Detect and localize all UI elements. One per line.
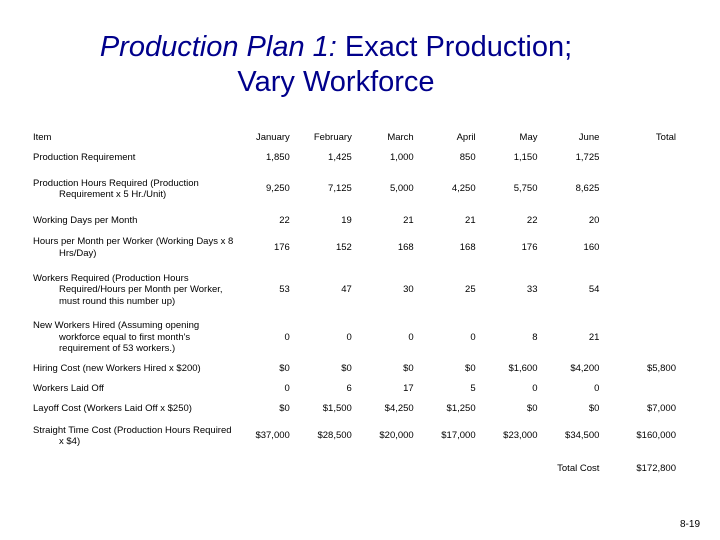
- cell-june: $34,500: [565, 430, 600, 442]
- cell-may: 33: [526, 284, 538, 296]
- cell-may: 0: [532, 383, 538, 395]
- cell-june: 160: [583, 241, 600, 253]
- header-total: Total: [655, 132, 676, 144]
- cell-total: [599, 210, 688, 232]
- cell-april: 5: [470, 383, 476, 395]
- cell-february: 0: [346, 331, 352, 343]
- table-row: [33, 148, 688, 168]
- cell-february: 7,125: [328, 183, 352, 195]
- cell-june: 20: [588, 215, 600, 227]
- cell-total: $5,800: [646, 362, 676, 374]
- row-label: New Workers Hired (Assuming opening workforce equal to first month's requirement of 53 workers.): [33, 320, 200, 355]
- table-row: [33, 379, 688, 399]
- cell-may: 8: [532, 331, 538, 343]
- header-february: February: [313, 132, 352, 144]
- cell-january: 9,250: [266, 183, 290, 195]
- cell-june: 0: [594, 383, 600, 395]
- title-rest-part: Exact Production;: [336, 31, 573, 63]
- cell-march: $20,000: [379, 430, 414, 442]
- cell-april: 850: [459, 152, 476, 164]
- table-row: [33, 263, 688, 317]
- total-cost-row: [33, 453, 688, 485]
- cell-june: 1,725: [575, 152, 600, 164]
- cell-january: $0: [279, 403, 290, 415]
- header-june: June: [578, 132, 600, 144]
- row-label: Workers Required (Production Hours Required/Hours per Month per Worker, must round this number up): [33, 272, 223, 307]
- slide-title: [0, 30, 672, 100]
- cell-february: 47: [341, 284, 352, 296]
- cell-june: 8,625: [575, 183, 600, 195]
- cell-may: $23,000: [503, 430, 538, 442]
- cell-may: 5,750: [513, 183, 538, 195]
- cell-april: $0: [465, 362, 476, 374]
- title-line-1: [0, 30, 672, 65]
- cell-february: $28,500: [317, 430, 352, 442]
- cell-total: $7,000: [646, 403, 676, 415]
- header-january: January: [255, 132, 290, 144]
- header-item: Item: [33, 132, 52, 144]
- cell-june: $4,200: [570, 362, 600, 374]
- cell-january: $0: [279, 362, 290, 374]
- cell-february: 6: [346, 383, 352, 395]
- cell-total: [599, 379, 688, 399]
- cell-total: $160,000: [636, 430, 676, 442]
- row-label: Hiring Cost (new Workers Hired x $200): [33, 362, 201, 374]
- cell-march: 21: [403, 215, 414, 227]
- cell-march: 30: [403, 284, 414, 296]
- table-row: [33, 317, 688, 358]
- cell-total: [599, 148, 688, 168]
- cell-january: 176: [273, 241, 290, 253]
- production-plan-table: [33, 128, 688, 485]
- cell-total: [599, 263, 688, 317]
- row-label: Production Requirement: [33, 152, 136, 164]
- cell-total: [599, 168, 688, 210]
- table-row: [33, 168, 688, 210]
- cell-january: 22: [279, 215, 290, 227]
- cell-april: 25: [465, 284, 476, 296]
- cell-january: 1,850: [266, 152, 290, 164]
- table-row: [33, 419, 688, 453]
- cell-february: 1,425: [328, 152, 352, 164]
- cell-march: $4,250: [384, 403, 414, 415]
- cell-march: 0: [408, 331, 414, 343]
- table-header-row: [33, 128, 688, 148]
- cell-may: $1,600: [508, 362, 538, 374]
- cell-april: 21: [465, 215, 476, 227]
- cell-april: 168: [459, 241, 476, 253]
- title-line-2: Vary Workforce: [237, 66, 435, 98]
- cell-april: 4,250: [451, 183, 476, 195]
- cell-june: 21: [588, 331, 600, 343]
- cell-june: 54: [588, 284, 600, 296]
- cell-may: 22: [526, 215, 538, 227]
- table-row: [33, 358, 688, 379]
- cell-march: 17: [403, 383, 414, 395]
- table-row: [33, 232, 688, 263]
- row-label: Layoff Cost (Workers Laid Off x $250): [33, 403, 192, 415]
- cell-february: $0: [341, 362, 352, 374]
- row-label: Working Days per Month: [33, 215, 138, 227]
- header-may: May: [519, 132, 538, 144]
- cell-march: 5,000: [389, 183, 414, 195]
- row-label: Workers Laid Off: [33, 383, 104, 395]
- cell-january: 53: [279, 284, 290, 296]
- cell-total: [599, 232, 688, 263]
- total-cost-label: Total Cost: [557, 463, 600, 475]
- cell-february: 19: [341, 215, 352, 227]
- cell-may: 1,150: [513, 152, 538, 164]
- total-cost-value: $172,800: [636, 463, 676, 475]
- table-row: [33, 210, 688, 232]
- cell-february: $1,500: [322, 403, 352, 415]
- row-label: Straight Time Cost (Production Hours Required x $4): [33, 424, 232, 447]
- cell-april: $17,000: [441, 430, 476, 442]
- cell-may: $0: [526, 403, 538, 415]
- cell-february: 152: [335, 241, 352, 253]
- row-label: Production Hours Required (Production Requirement x 5 Hr./Unit): [33, 177, 199, 200]
- cell-january: 0: [284, 383, 290, 395]
- cell-january: 0: [284, 331, 290, 343]
- title-italic-part: Production Plan 1:: [99, 31, 337, 63]
- cell-june: $0: [588, 403, 600, 415]
- cell-march: $0: [403, 362, 414, 374]
- cell-may: 176: [521, 241, 538, 253]
- cell-april: 0: [470, 331, 476, 343]
- row-label: Hours per Month per Worker (Working Days x 8 Hrs/Day): [33, 236, 234, 259]
- cell-total: [599, 317, 688, 358]
- cell-april: $1,250: [446, 403, 476, 415]
- cell-march: 168: [397, 241, 414, 253]
- cell-january: $37,000: [255, 430, 290, 442]
- header-march: March: [387, 132, 414, 144]
- table-row: [33, 399, 688, 419]
- header-april: April: [456, 132, 476, 144]
- page-number: 8-19: [680, 519, 701, 530]
- cell-march: 1,000: [389, 152, 414, 164]
